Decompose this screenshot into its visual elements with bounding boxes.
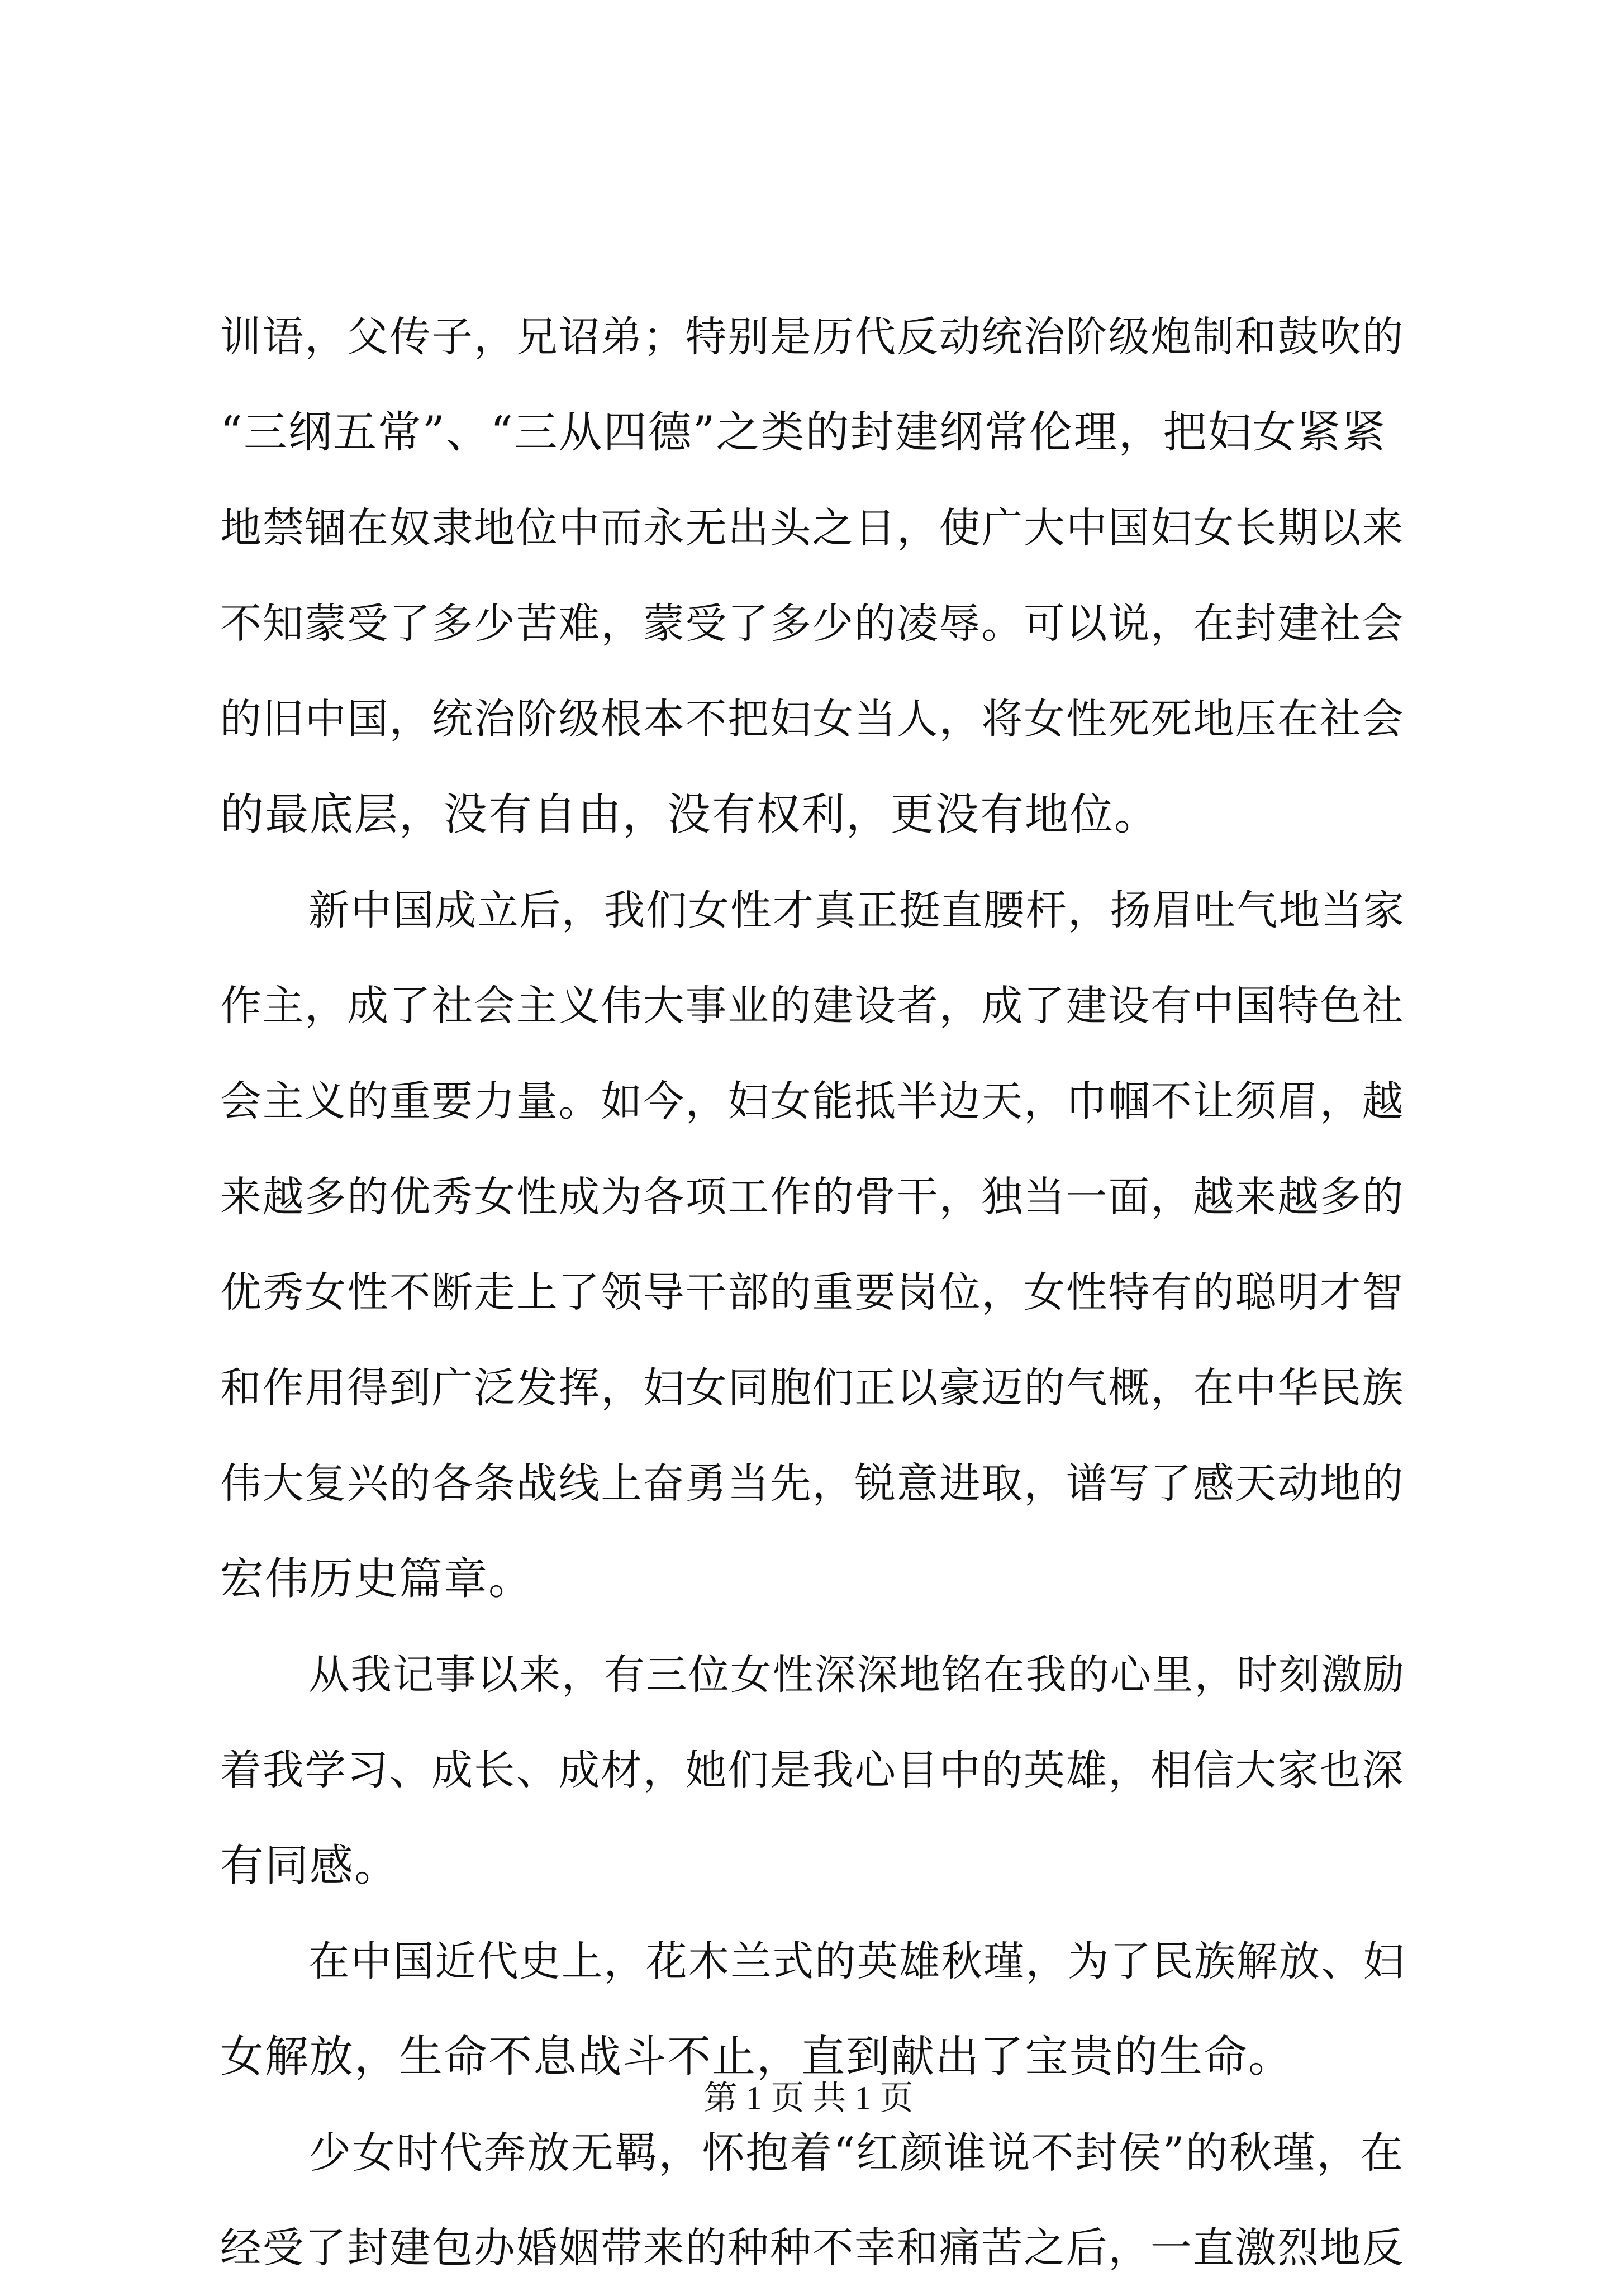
text-line: 训语，父传子，兄诏弟；特别是历代反动统治阶级炮制和鼓吹的 (220, 313, 1405, 361)
text-line: 伟大复兴的各条战线上奋勇当先，锐意进取，谱写了感天动地的 (220, 1460, 1405, 1508)
text-line: 作主，成了社会主义伟大事业的建设者，成了建设有中国特色社 (220, 982, 1405, 1030)
paragraph-2 (220, 863, 1415, 1627)
paragraph-1 (220, 289, 1415, 863)
text-line: 有同感。 (220, 1841, 400, 1891)
text-line: 在中国近代史上，花木兰式的英雄秋瑾，为了民族解放、妇 (308, 1938, 1405, 1985)
text-line: 不知蒙受了多少苦难，蒙受了多少的凌辱。可以说，在封建社会 (220, 600, 1405, 648)
text-line: 着我学习、成长、成材，她们是我心目中的英雄，相信大家也深 (220, 1747, 1405, 1794)
text-line: “三纲五常”、“三从四德”之类的封建纲常伦理，把妇女紧紧 (220, 407, 1387, 458)
text-line: 宏伟历史篇章。 (220, 1554, 534, 1604)
document-body (220, 289, 1415, 2296)
text-line: 来越多的优秀女性成为各项工作的骨干，独当一面，越来越多的 (220, 1173, 1405, 1221)
text-line: 和作用得到广泛发挥，妇女同胞们正以豪迈的气概，在中华民族 (220, 1365, 1405, 1412)
text-line: 优秀女性不断走上了领导干部的重要岗位，女性特有的聪明才智 (220, 1269, 1405, 1316)
text-line: 经受了封建包办婚姻带来的种种不幸和痛苦之后，一直激烈地反 (220, 2224, 1405, 2272)
text-line: 的最底层，没有自由，没有权利，更没有地位。 (220, 790, 1159, 840)
text-line: 从我记事以来，有三位女性深深地铭在我的心里，时刻激励 (308, 1651, 1405, 1699)
paragraph-3 (220, 1627, 1415, 1914)
text-line: 会主义的重要力量。如今，妇女能抵半边天，巾帼不让须眉，越 (220, 1078, 1405, 1125)
text-line: 的旧中国，统治阶级根本不把妇女当人，将女性死死地压在社会 (220, 696, 1405, 743)
text-line: 少女时代奔放无羁，怀抱着“红颜谁说不封侯”的秋瑾，在 (308, 2128, 1404, 2178)
text-line: 女解放，生命不息战斗不止，直到献出了宝贵的生命。 (220, 2032, 1293, 2082)
paragraph-5 (220, 2105, 1415, 2296)
page-number-footer: 第 1 页 共 1 页 (703, 2080, 914, 2117)
text-line: 新中国成立后，我们女性才真正挺直腰杆，扬眉吐气地当家 (308, 887, 1405, 934)
text-line: 地禁锢在奴隶地位中而永无出头之日，使广大中国妇女长期以来 (220, 505, 1405, 552)
